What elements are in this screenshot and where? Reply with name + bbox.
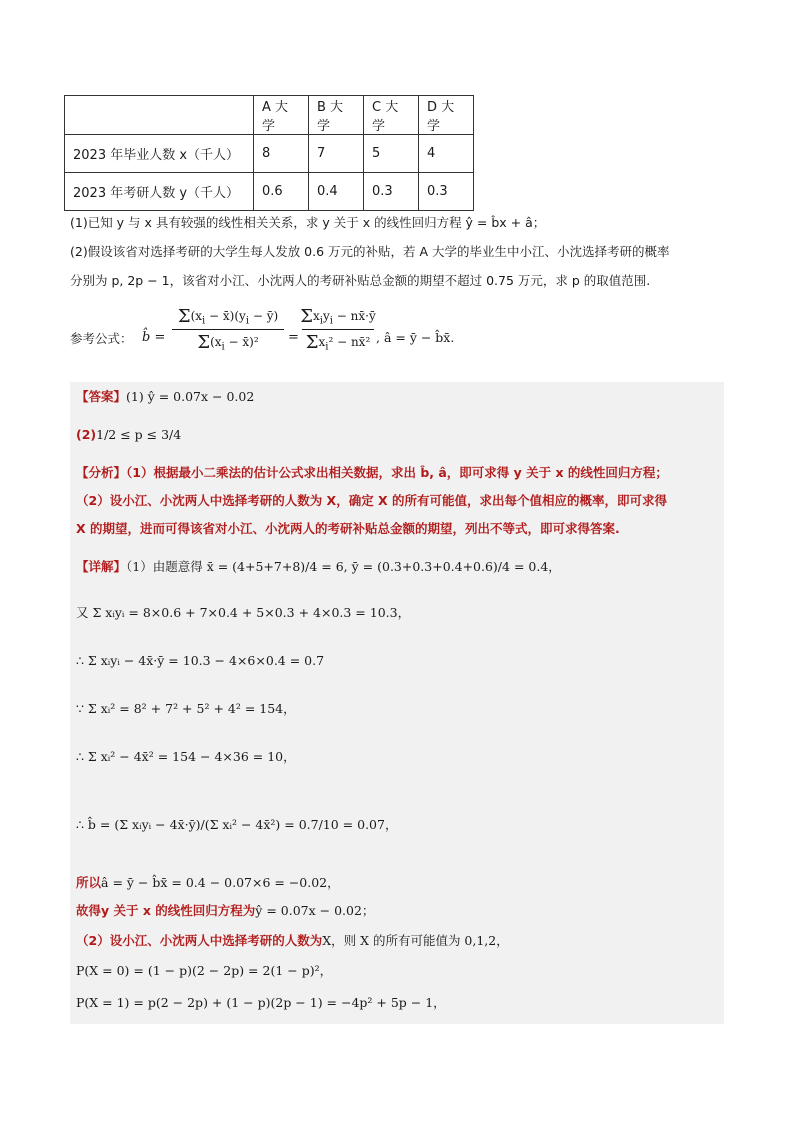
detail-line-7: 所以â = ȳ − b̂x̄ = 0.4 − 0.07×6 = −0.02， — [76, 875, 340, 890]
table-row-label: 2023 年考研人数 y（千人） — [65, 173, 254, 211]
analysis-tag: 【分析】 — [76, 465, 127, 480]
analysis-line-3: X 的期望，进而可得该省对小江、小沈两人的考研补贴总金额的期望，列出不等式，即可求得答案. — [76, 521, 620, 536]
table-cell: 5 — [364, 135, 419, 173]
table-cell: 7 — [309, 135, 364, 173]
reference-formula-label: 参考公式： — [70, 331, 133, 346]
detail-line-3: ∴ Σ xᵢyᵢ − 4x̄·ȳ = 10.3 − 4×6×0.4 = 0.7 — [76, 653, 325, 668]
formula-fraction-1: $\Sigma(x_i$ − $x̄)(y_i$ − ȳ) $\Sigma(x_i$ − x̄)² — [172, 306, 284, 353]
reference-formula: 参考公式： b̂ = $\Sigma(x_i$ − $x̄)(y_i$ − ȳ) $\Sigma(x_i$ − x̄)² = $\Sigma x_iy_i$ − nx̄·ȳ $\Sigma x_i^2$ − nx̄² , â = ȳ − b̂x̄. — [70, 306, 455, 353]
answer-line-1 — [76, 388, 254, 406]
detail-line-6: ∴ b̂ = (Σ xᵢyᵢ − 4x̄·ȳ)/(Σ xᵢ² − 4x̄²) = 0.7/10 = 0.07， — [76, 817, 398, 832]
detail-line-10: P(X = 0) = (1 − p)(2 − 2p) = 2(1 − p)²， — [76, 963, 333, 978]
table-header-row — [65, 96, 474, 135]
table-row — [65, 135, 474, 173]
answer-line-2: (2)1/2 ≤ p ≤ 3/4 — [76, 427, 182, 442]
table-cell: 0.3 — [364, 173, 419, 211]
answer-1: (1) ŷ = 0.07x − 0.02 — [126, 389, 255, 404]
answer-section — [70, 382, 724, 1024]
answer-tag: 【答案】 — [76, 389, 127, 404]
analysis-line-1: 【分析】（1）根据最小二乘法的估计公式求出相关数据，求出 b̂, â，即可求得 y 关于 x 的线性回归方程； — [76, 465, 668, 480]
detail-line-11: P(X = 1) = p(2 − 2p) + (1 − p)(2p − 1) = −4p² + 5p − 1， — [76, 995, 446, 1010]
question-part-2-line-2: 分别为 p, 2p − 1，该省对小江、小沈两人的考研补贴总金额的期望不超过 0.75 万元，求 p 的取值范围. — [70, 273, 651, 288]
detail-line-2: 又 Σ xᵢyᵢ = 8×0.6 + 7×0.4 + 5×0.3 + 4×0.3 = 10.3， — [76, 605, 411, 620]
question-part-2-line-1: (2)假设该省对选择考研的大学生每人发放 0.6 万元的补贴，若 A 大学的毕业生中小江、小沈选择考研的概率 — [70, 244, 670, 259]
table-cell: 8 — [254, 135, 309, 173]
table-row — [65, 173, 474, 211]
detail-line-5: ∴ Σ xᵢ² − 4x̄² = 154 − 4×36 = 10， — [76, 749, 296, 764]
table-header-cell: B 大学 — [309, 96, 364, 135]
detail-line-8: 故得y 关于 x 的线性回归方程为ŷ = 0.07x − 0.02； — [76, 903, 375, 918]
detail-line-9: （2）设小江、小沈两人中选择考研的人数为X，则 X 的所有可能值为 0,1,2， — [76, 933, 509, 948]
table-cell: 0.6 — [254, 173, 309, 211]
question-part-1: (1)已知 y 与 x 具有较强的线性相关关系，求 y 关于 x 的线性回归方程 ŷ = b̂x + â； — [70, 215, 546, 230]
analysis-line-2: （2）设小江、小沈两人中选择考研的人数为 X，确定 X 的所有可能值，求出每个值相应的概率，即可求得 — [76, 493, 668, 508]
detail-tag: 【详解】 — [76, 559, 127, 574]
formula-a-hat: , â = ȳ − b̂x̄. — [376, 330, 455, 345]
table-row-label: 2023 年毕业人数 x（千人） — [65, 135, 254, 173]
table-header-cell: A 大学 — [254, 96, 309, 135]
formula-b-hat: b̂ = — [142, 330, 166, 345]
detail-line-4: ∵ Σ xᵢ² = 8² + 7² + 5² + 4² = 154， — [76, 701, 296, 716]
table-cell: 0.4 — [309, 173, 364, 211]
answer-2: 1/2 ≤ p ≤ 3/4 — [96, 427, 182, 442]
detail-line-1: 【详解】（1）由题意得 x̄ = (4+5+7+8)/4 = 6, ȳ = (0.3+0.3+0.4+0.6)/4 = 0.4， — [76, 559, 561, 574]
table-header-cell: D 大学 — [419, 96, 474, 135]
data-table — [64, 95, 474, 211]
formula-fraction-2: $\Sigma x_iy_i$ − nx̄·ȳ $\Sigma x_i^2$ − nx̄² — [300, 306, 376, 353]
table-header-cell: C 大学 — [364, 96, 419, 135]
table-cell: 4 — [419, 135, 474, 173]
table-cell: 0.3 — [419, 173, 474, 211]
table-header-cell — [65, 96, 254, 135]
